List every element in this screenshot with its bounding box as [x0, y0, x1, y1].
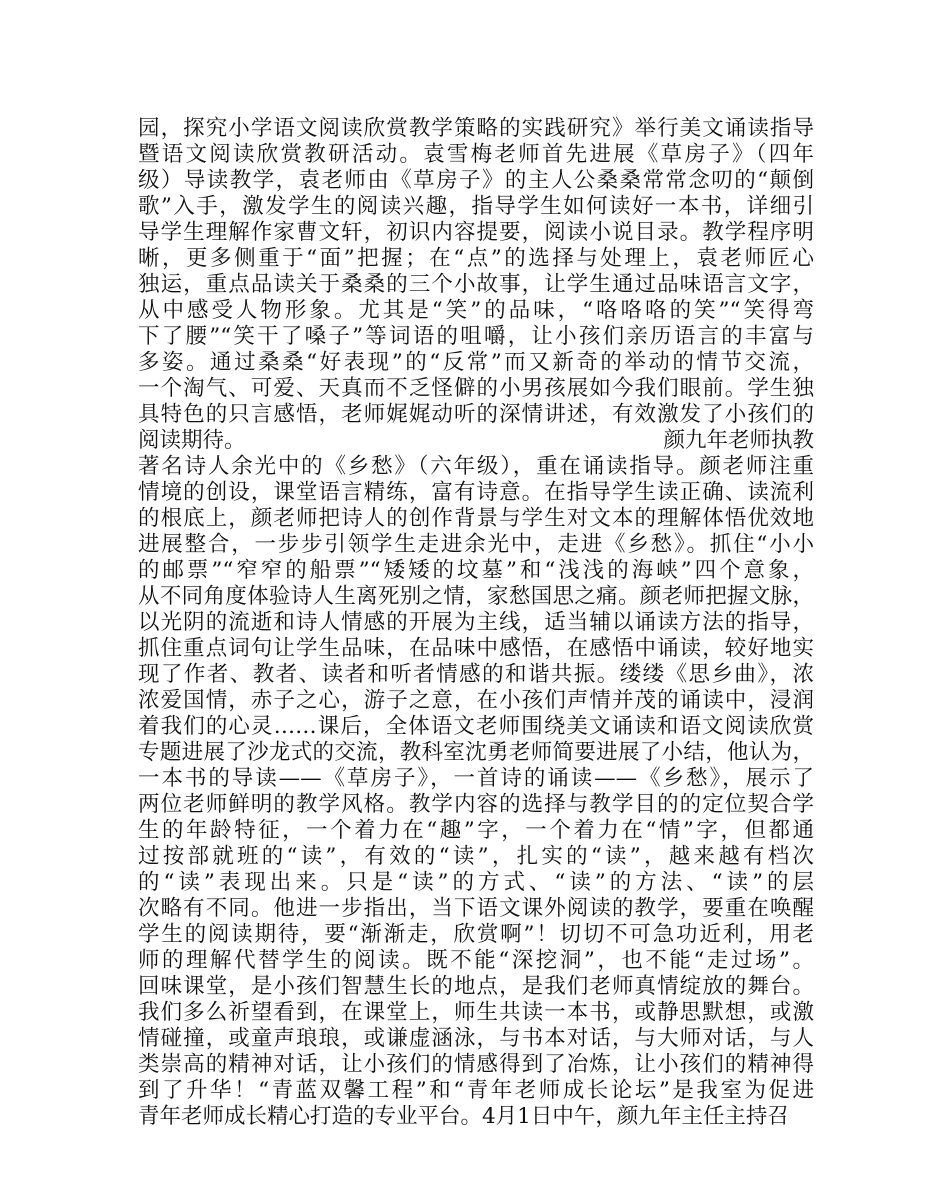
- text-line: 导学生理解作家曹文轩，初识内容提要，阅读小说目录。教学程序明: [138, 220, 814, 245]
- text-line: 的根底上，颜老师把诗人的创作背景与学生对文本的理解体悟优效地: [138, 506, 814, 531]
- text-line: 师的理解代替学生的阅读。既不能“深挖洞”，也不能“走过场”。: [138, 948, 814, 973]
- text-line: 学生的阅读期待，要“渐渐走，欣赏啊”！切切不可急功近利，用老: [138, 922, 814, 947]
- text-line: 两位老师鲜明的教学风格。教学内容的选择与教学目的的定位契合学: [138, 792, 814, 817]
- text-line: 过按部就班的“读”，有效的“读”，扎实的“读”，越来越有档次: [138, 844, 814, 869]
- text-line: 情境的创设，课堂语言精练，富有诗意。在指导学生读正确、读流利: [138, 480, 814, 505]
- text-line: 多姿。通过桑桑“好表现”的“反常”而又新奇的举动的情节交流，: [138, 350, 814, 375]
- text-line: 类崇高的精神对话，让小孩们的情感得到了冶炼，让小孩们的精神得: [138, 1052, 814, 1077]
- paragraph-start-text: 颜九年老师执教: [663, 428, 814, 453]
- text-line: 下了腰”“笑干了嗓子”等词语的咀嚼，让小孩们亲历语言的丰富与: [138, 324, 814, 349]
- text-line: 生的年龄特征，一个着力在“趣”字，一个着力在“情”字，但都通: [138, 818, 814, 843]
- text-line: 晰，更多侧重于“面”把握；在“点”的选择与处理上，袁老师匠心: [138, 246, 814, 271]
- text-line: 抓住重点词句让学生品味，在品味中感悟，在感悟中诵读，较好地实: [138, 636, 814, 661]
- text-line: 次略有不同。他进一步指出，当下语文课外阅读的教学，要重在唤醒: [138, 896, 814, 921]
- paragraph-end-text: 阅读期待。: [138, 428, 246, 453]
- text-line: 一本书的导读——《草房子》，一首诗的诵读——《乡愁》，展示了: [138, 766, 814, 791]
- text-line: 暨语文阅读欣赏教研活动。袁雪梅老师首先进展《草房子》（四年: [138, 142, 814, 167]
- text-line: 青年老师成长精心打造的专业平台。4月1日中午，颜九年主任主持召: [138, 1104, 789, 1129]
- text-line: 的邮票”“窄窄的船票”“矮矮的坟墓”和“浅浅的海峡”四个意象，: [138, 558, 814, 583]
- text-line: 的“读”表现出来。只是“读”的方式、“读”的方法、“读”的层: [138, 870, 814, 895]
- paragraph-break-line: [138, 428, 814, 454]
- body-text: [138, 116, 814, 1130]
- text-line: 从不同角度体验诗人生离死别之情，家愁国思之痛。颜老师把握文脉，: [138, 584, 814, 609]
- text-line: 具特色的只言感悟，老师娓娓动听的深情讲述，有效激发了小孩们的: [138, 402, 814, 427]
- text-line: 歌”入手，激发学生的阅读兴趣，指导学生如何读好一本书，详细引: [138, 194, 814, 219]
- text-line: 现了作者、教者、读者和听者情感的和谐共振。缕缕《思乡曲》，浓: [138, 662, 814, 687]
- text-line: 著名诗人余光中的《乡愁》（六年级），重在诵读指导。颜老师注重: [138, 454, 814, 479]
- text-line: 园，探究小学语文阅读欣赏教学策略的实践研究》举行美文诵读指导: [138, 116, 814, 141]
- text-line: 到了升华！“青蓝双馨工程”和“青年老师成长论坛”是我室为促进: [138, 1078, 814, 1103]
- text-line: 专题进展了沙龙式的交流，教科室沈勇老师简要进展了小结，他认为，: [138, 740, 814, 765]
- text-line: 级）导读教学，袁老师由《草房子》的主人公桑桑常常念叨的“颠倒: [138, 168, 814, 193]
- text-line: 一个淘气、可爱、天真而不乏怪僻的小男孩展如今我们眼前。学生独: [138, 376, 814, 401]
- text-line: 我们多么祈望看到，在课堂上，师生共读一本书，或静思默想，或激: [138, 1000, 814, 1025]
- text-line: 进展整合，一步步引领学生走进余光中，走进《乡愁》。抓住“小小: [138, 532, 814, 557]
- text-line: 着我们的心灵……课后，全体语文老师围绕美文诵读和语文阅读欣赏: [138, 714, 814, 739]
- text-line: 以光阴的流逝和诗人情感的开展为主线，适当辅以诵读方法的指导，: [138, 610, 814, 635]
- text-line: 浓爱国情，赤子之心，游子之意，在小孩们声情并茂的诵读中，浸润: [138, 688, 814, 713]
- text-line: 情碰撞，或童声琅琅，或谦虚涵泳，与书本对话，与大师对话，与人: [138, 1026, 814, 1051]
- text-line: 独运，重点品读关于桑桑的三个小故事，让学生通过品味语言文字，: [138, 272, 814, 297]
- text-line: 回味课堂，是小孩们智慧生长的地点，是我们老师真情绽放的舞台。: [138, 974, 814, 999]
- text-line: 从中感受人物形象。尤其是“笑”的品味，“咯咯咯的笑”“笑得弯: [138, 298, 814, 323]
